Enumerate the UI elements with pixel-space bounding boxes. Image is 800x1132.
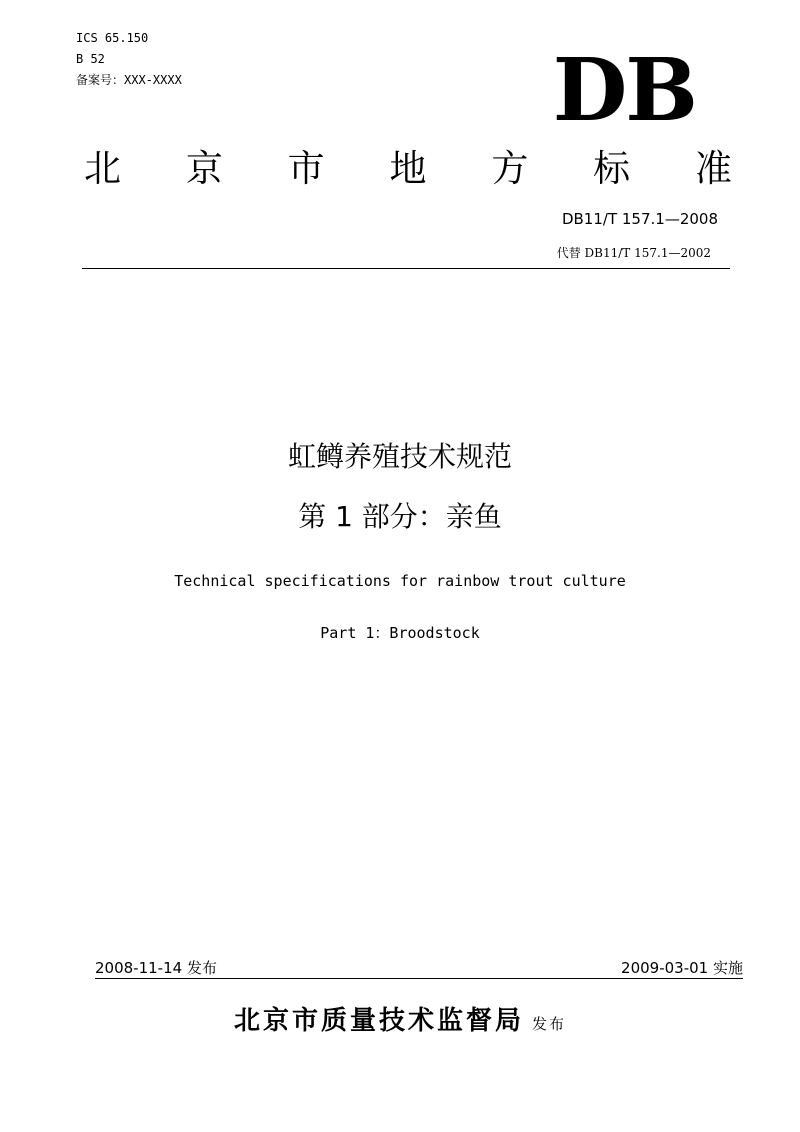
standard-title-char: 标 xyxy=(593,147,631,190)
standard-number: DB11/T 157.1—2008 xyxy=(561,210,718,228)
standard-title-char: 北 xyxy=(84,147,121,190)
header-divider xyxy=(82,268,730,269)
footer-divider xyxy=(95,978,743,979)
db-logo: DB xyxy=(552,40,696,141)
issuer-name: 北京市质量技术监督局 xyxy=(233,1006,524,1036)
standard-title-char: 方 xyxy=(491,147,529,190)
publish-date: 2008-11-14 发布 xyxy=(95,959,217,977)
document-part-cn: 第 1 部分：亲鱼 xyxy=(298,500,502,533)
standard-title-char: 准 xyxy=(694,147,732,190)
issuer-suffix: 发布 xyxy=(532,1015,567,1033)
standard-title-char: 地 xyxy=(389,147,427,190)
ics-code: ICS 65.150 xyxy=(76,31,149,45)
standard-title-char: 市 xyxy=(287,147,325,190)
document-title-en: Technical specifications for rainbow trout culture xyxy=(174,572,626,590)
record-number: 备案号：XXX-XXXX xyxy=(76,73,182,87)
issuer-line xyxy=(0,1000,800,1037)
replaces-standard: 代替 DB11/T 157.1—2002 xyxy=(556,246,711,260)
implement-date: 2009-03-01 实施 xyxy=(621,959,743,977)
document-title-cn: 虹鳟养殖技术规范 xyxy=(287,440,512,473)
classification-code: B 52 xyxy=(76,52,105,66)
standard-title-char: 京 xyxy=(185,147,223,190)
document-part-en: Part 1：Broodstock xyxy=(320,624,480,642)
standard-title xyxy=(84,146,732,192)
